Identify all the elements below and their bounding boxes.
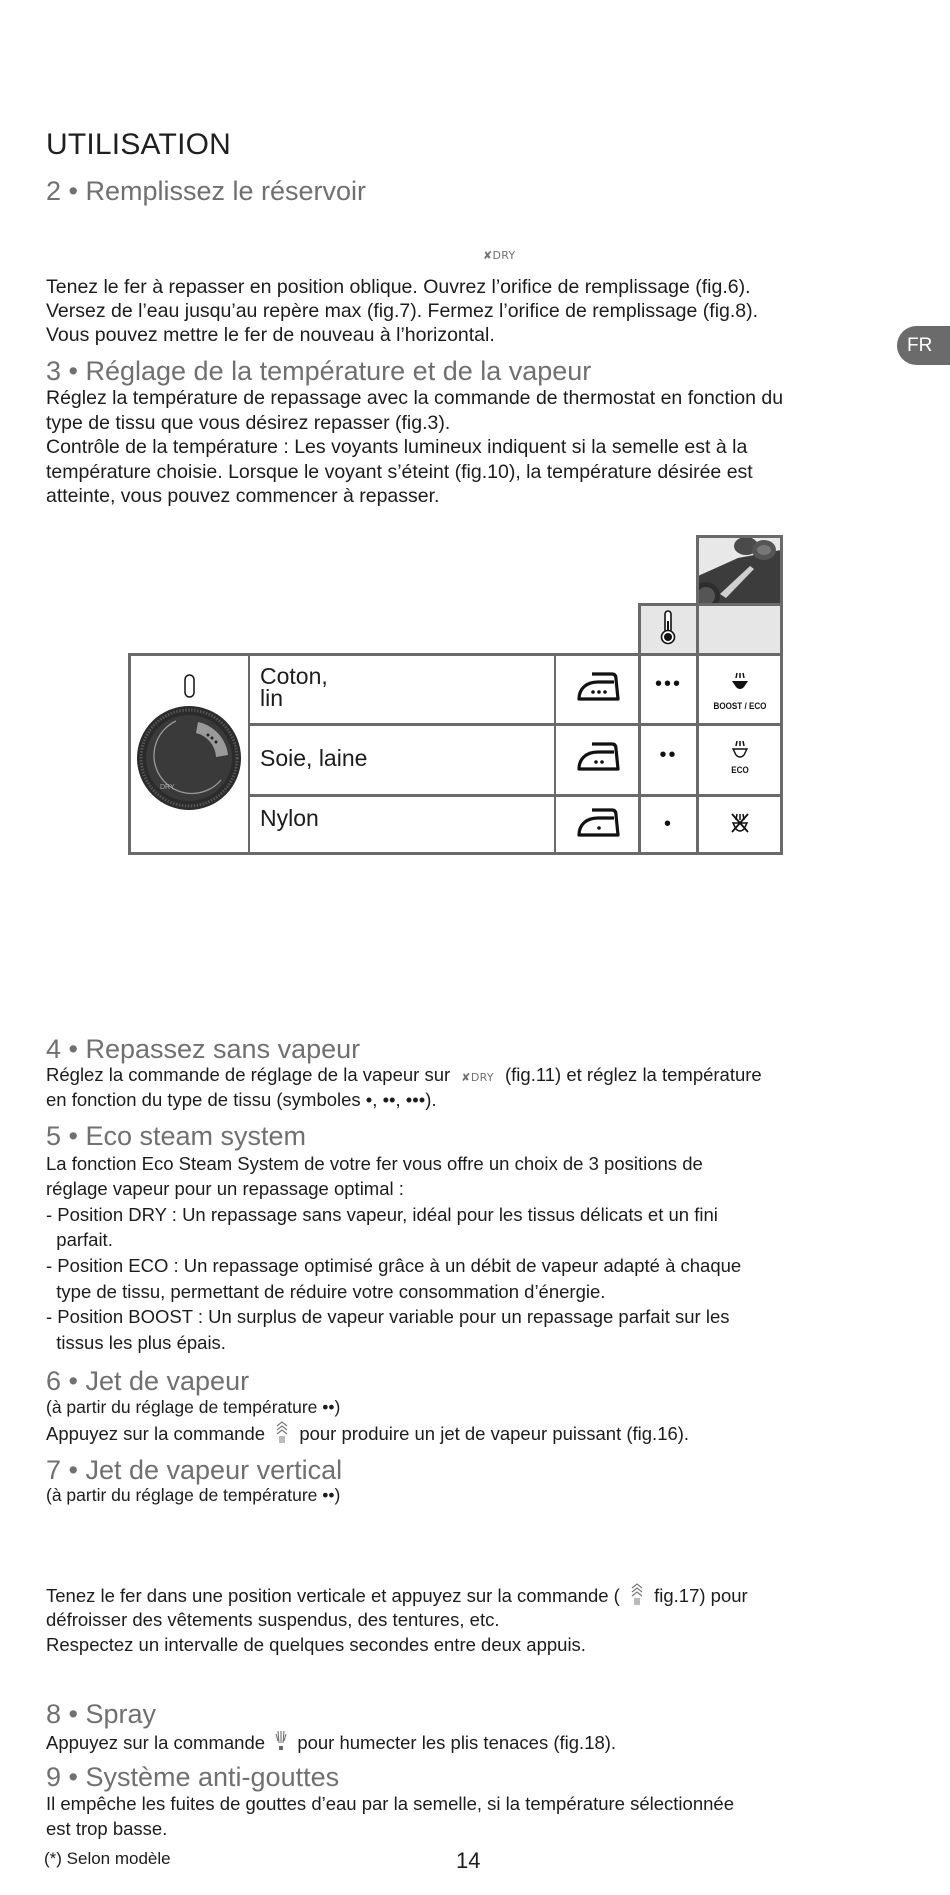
temp-two-dots: •• bbox=[659, 744, 678, 766]
temp-one-dot: • bbox=[663, 813, 673, 835]
section-3-line-4: température choisie. Lorsque le voyant s’éteint (fig.10), la température désirée est bbox=[46, 461, 753, 483]
dry-marker-inline: ✘DRY bbox=[461, 1071, 494, 1084]
table-border bbox=[249, 723, 782, 726]
section-3-line-5: atteinte, vous pouvez commencer à repasser. bbox=[46, 485, 440, 507]
section-5-line-5: - Position ECO : Un repassage optimisé grâce à un débit de vapeur adapté à chaque bbox=[46, 1255, 742, 1276]
iron-one-dot-icon bbox=[576, 806, 622, 845]
no-steam-small-icon: ✘ bbox=[483, 249, 493, 262]
boost-eco-label: BOOST / ECO bbox=[713, 701, 767, 712]
section-4-line-1: Réglez la commande de réglage de la vapeur sur ✘DRY (fig.11) et réglez la température bbox=[46, 1064, 762, 1085]
table-border bbox=[696, 535, 699, 853]
section-6-line: Appuyez sur la commande pour produire un jet de vapeur puissant (fig.16). bbox=[46, 1420, 689, 1450]
section-3-line-3: Contrôle de la température : Les voyants lumineux indiquent si la semelle est à la bbox=[46, 436, 748, 458]
settings-table bbox=[0, 0, 950, 900]
table-border bbox=[128, 653, 131, 855]
fabric-cotton-line-2: lin bbox=[260, 685, 284, 711]
section-7-line-1: Tenez le fer dans une position verticale et appuyez sur la commande ( fig.17) pour bbox=[46, 1582, 748, 1612]
fabric-silk-wool: Soie, laine bbox=[260, 745, 368, 771]
table-border bbox=[554, 653, 556, 853]
section-5-line-8: tissus les plus épais. bbox=[46, 1332, 226, 1353]
section-4-heading: 4 • Repassez sans vapeur bbox=[46, 1034, 361, 1064]
section-5-line-4: parfait. bbox=[46, 1229, 113, 1250]
section-5-line-2: réglage vapeur pour un repassage optimal : bbox=[46, 1178, 404, 1199]
iron-three-dots-icon bbox=[576, 670, 622, 709]
page-number: 14 bbox=[456, 1848, 481, 1873]
footnote: (*) Selon modèle bbox=[44, 1849, 171, 1868]
section-9-heading: 9 • Système anti-gouttes bbox=[46, 1762, 340, 1792]
steam-eco-icon bbox=[729, 739, 751, 766]
temp-three-dots: ••• bbox=[654, 673, 682, 695]
section-2-line-2: Versez de l’eau jusqu’au repère max (fig.7). Fermez l’orifice de remplissage (fig.8). bbox=[46, 300, 759, 322]
table-border bbox=[248, 653, 250, 853]
svg-text:DRY: DRY bbox=[160, 784, 175, 791]
thermometer-icon bbox=[659, 609, 677, 650]
thermostat-dial-icon bbox=[136, 705, 242, 816]
section-2-line-1: Tenez le fer à repasser en position oblique. Ouvrez l’orifice de remplissage (fig.6). bbox=[46, 276, 751, 298]
section-2-heading: 2 • Remplissez le réservoir bbox=[46, 176, 367, 206]
fabric-cotton-line-1: Coton, bbox=[260, 663, 328, 689]
steam-jet-icon bbox=[274, 1420, 290, 1450]
language-tab: FR bbox=[897, 326, 950, 365]
section-5-line-6: type de tissu, permettant de réduire votre consommation d’énergie. bbox=[46, 1281, 606, 1302]
section-6-heading: 6 • Jet de vapeur bbox=[46, 1366, 250, 1396]
no-steam-small-icon: ✘ bbox=[461, 1071, 471, 1084]
spray-icon bbox=[274, 1729, 288, 1759]
section-7-line-2: défroisser des vêtements suspendus, des tentures, etc. bbox=[46, 1609, 500, 1630]
dry-marker: ✘DRY bbox=[483, 249, 516, 262]
section-7-heading: 7 • Jet de vapeur vertical bbox=[46, 1455, 343, 1485]
section-2-line-3: Vous pouvez mettre le fer de nouveau à l’horizontal. bbox=[46, 324, 495, 346]
iron-two-dots-icon bbox=[576, 740, 622, 779]
table-border bbox=[128, 653, 782, 656]
table-border bbox=[639, 603, 782, 606]
section-5-line-3: - Position DRY : Un repassage sans vapeur, idéal pour les tissus délicats et un fini bbox=[46, 1204, 718, 1225]
no-steam-icon bbox=[728, 811, 752, 840]
section-8-heading: 8 • Spray bbox=[46, 1699, 157, 1729]
steam-control-photo bbox=[698, 536, 781, 603]
section-3-line-1: Réglez la température de repassage avec la commande de thermostat en fonction du bbox=[46, 387, 784, 409]
section-9-line-2: est trop basse. bbox=[46, 1818, 168, 1839]
section-4-line-2: en fonction du type de tissu (symboles •, ••, •••). bbox=[46, 1089, 437, 1110]
section-6-note: (à partir du réglage de température ••) bbox=[46, 1397, 341, 1417]
table-border bbox=[780, 535, 783, 855]
table-border bbox=[249, 794, 782, 797]
vertical-steam-icon bbox=[629, 1582, 645, 1612]
section-3-line-2: type de tissu que vous désirez repasser (fig.3). bbox=[46, 412, 451, 434]
eco-label: ECO bbox=[731, 765, 749, 776]
section-5-line-7: - Position BOOST : Un surplus de vapeur variable pour un repassage parfait sur les bbox=[46, 1306, 730, 1327]
steam-boost-icon bbox=[729, 671, 751, 698]
section-9-line-1: Il empêche les fuites de gouttes d’eau par la semelle, si la température sélectionnée bbox=[46, 1793, 734, 1814]
section-5-line-1: La fonction Eco Steam System de votre fer vous offre un choix de 3 positions de bbox=[46, 1153, 703, 1174]
table-border bbox=[696, 535, 782, 538]
fabric-nylon: Nylon bbox=[260, 805, 319, 831]
page-title: UTILISATION bbox=[46, 128, 231, 161]
section-5-heading: 5 • Eco steam system bbox=[46, 1121, 307, 1151]
steam-header-cell bbox=[698, 604, 781, 654]
section-7-note: (à partir du réglage de température ••) bbox=[46, 1485, 341, 1505]
table-border bbox=[128, 852, 783, 855]
section-3-heading: 3 • Réglage de la température et de la vapeur bbox=[46, 356, 592, 386]
dial-indicator-icon bbox=[183, 673, 197, 704]
section-8-line: Appuyez sur la commande pour humecter les plis tenaces (fig.18). bbox=[46, 1729, 616, 1759]
section-7-line-3: Respectez un intervalle de quelques secondes entre deux appuis. bbox=[46, 1634, 586, 1655]
